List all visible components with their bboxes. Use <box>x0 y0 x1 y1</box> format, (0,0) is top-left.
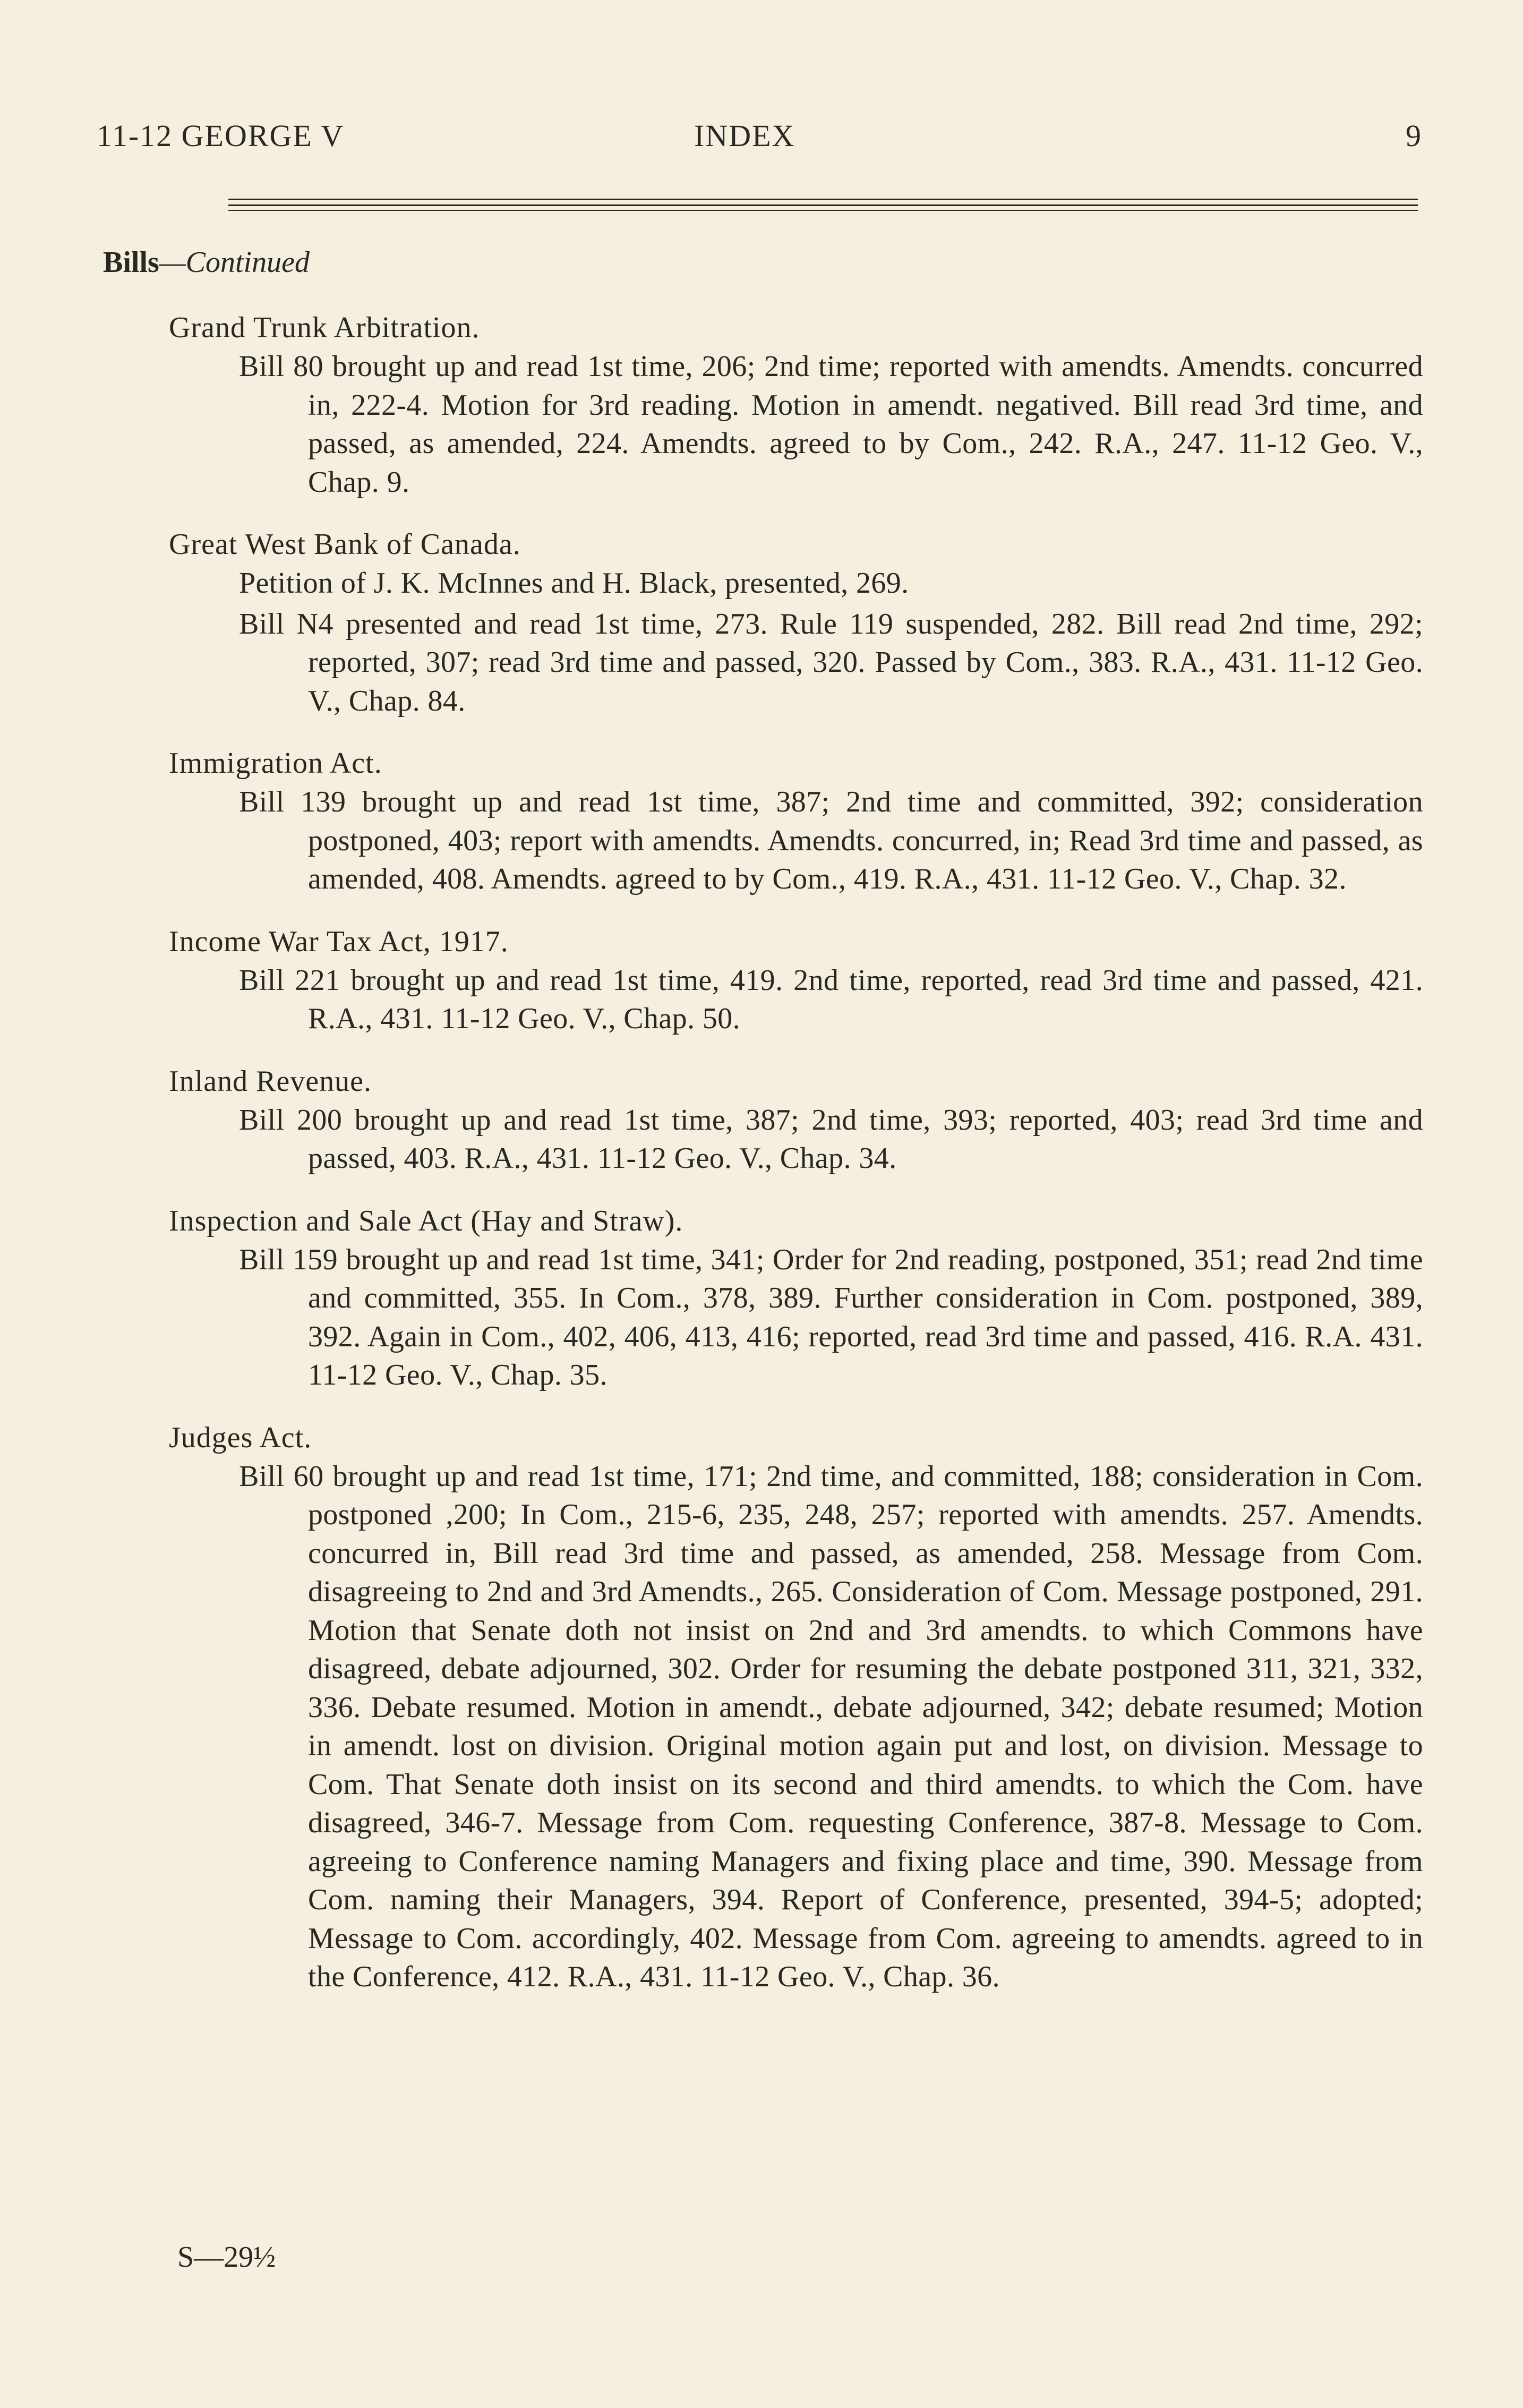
entry-paragraph: Bill 80 brought up and read 1st time, 206; 2nd time; reported with amendts. Amendts. concurred in, 222-4. Motion for 3rd reading. Motion in amendt. negatived. Bill read 3rd time, and passed, as amended, 224. Amendts. agreed to by Com., 242. R.A., 247. 11-12 Geo. V., Chap. 9. <box>239 350 1423 499</box>
entry-paragraph: Bill N4 presented and read 1st time, 273. Rule 119 suspended, 282. Bill read 2nd time, 292; reported, 307; read 3rd time and passed, 320. Passed by Com., 383. R.A., 431. 11-12 Geo. V., Chap. 84. <box>239 607 1423 718</box>
entry-title: Inspection and Sale Act (Hay and Straw). <box>169 1204 683 1237</box>
page-number: 9 <box>1406 118 1422 153</box>
entry-title: Great West Bank of Canada. <box>169 528 521 561</box>
entry-title: Inland Revenue. <box>169 1064 372 1098</box>
index-entry <box>0 1201 1523 1395</box>
index-entry <box>0 525 1523 720</box>
running-head-title: INDEX <box>694 118 795 153</box>
entry-title: Immigration Act. <box>169 747 382 780</box>
index-entry <box>0 308 1523 501</box>
entry-paragraph: Bill 159 brought up and read 1st time, 341; Order for 2nd reading, postponed, 351; read 2nd time and committed, 355. In Com., 378, 389. Further consideration in Com. postponed, 389, 392. Again in Com., 402, 406, 413, 416; reported, read 3rd time and passed, 416. R.A. 431. 11-12 Geo. V., Chap. 35. <box>239 1243 1423 1391</box>
index-entry <box>0 1418 1523 1996</box>
entry-title: Grand Trunk Arbitration. <box>169 311 480 344</box>
running-head-session: 11-12 GEORGE V <box>97 118 345 153</box>
index-entry <box>0 1062 1523 1178</box>
section-continued: —Continued <box>159 246 310 279</box>
running-head <box>97 118 1422 153</box>
entry-paragraph: Petition of J. K. McInnes and H. Black, presented, 269. <box>239 567 909 600</box>
index-entries <box>0 308 1523 2020</box>
entry-title: Income War Tax Act, 1917. <box>169 925 509 958</box>
header-rule <box>228 210 1418 211</box>
signature-mark: S—29½ <box>177 2241 276 2274</box>
section-title: Bills <box>103 246 159 279</box>
index-entry <box>0 744 1523 899</box>
entry-paragraph: Bill 221 brought up and read 1st time, 419. 2nd time, reported, read 3rd time and passed, 421. R.A., 431. 11-12 Geo. V., Chap. 50. <box>239 963 1423 1035</box>
entry-paragraph: Bill 60 brought up and read 1st time, 171; 2nd time, and committed, 188; consideration in Com. postponed ,200; In Com., 215-6, 235, 248, 257; reported with amendts. 257. Amendts. concurred in, Bill read 3rd time and passed, as amended, 258. Message from Com. disagreeing to 2nd and 3rd Amendts., 265. Consideration of Com. Message postponed, 291. Motion that Senate doth not insist on 2nd and 3rd amendts. to which Commons have disagreed, debate adjourned, 302. Order for resuming the debate postponed 311, 321, 332, 336. Debate resumed. Motion in amendt., debate adjourned, 342; debate resumed; Motion in amendt. lost on division. Original motion again put and lost, on division. Message to Com. That Senate doth insist on its second and third amendts. to which the Com. have disagreed, 346-7. Message from Com. requesting Conference, 387-8. Message to Com. agreeing to Conference naming Managers and fixing place and time, 390. Message from Com. naming their Managers, 394. Report of Conference, presented, 394-5; adopted; Message to Com. accordingly, 402. Message from Com. agreeing to amendts. agreed to in the Conference, 412. R.A., 431. 11-12 Geo. V., Chap. 36. <box>239 1459 1423 1993</box>
index-entry <box>0 922 1523 1038</box>
entry-paragraph: Bill 200 brought up and read 1st time, 387; 2nd time, 393; reported, 403; read 3rd time and passed, 403. R.A., 431. 11-12 Geo. V., Chap. 34. <box>239 1103 1423 1175</box>
entry-paragraph: Bill 139 brought up and read 1st time, 387; 2nd time and committed, 392; consideration postponed, 403; report with amendts. Amendts. concurred, in; Read 3rd time and passed, as amended, 408. Amendts. agreed to by Com., 419. R.A., 431. 11-12 Geo. V., Chap. 32. <box>239 785 1423 895</box>
section-heading <box>103 245 310 279</box>
header-rule <box>228 199 1418 200</box>
entry-title: Judges Act. <box>169 1421 312 1454</box>
header-rule <box>228 204 1418 206</box>
